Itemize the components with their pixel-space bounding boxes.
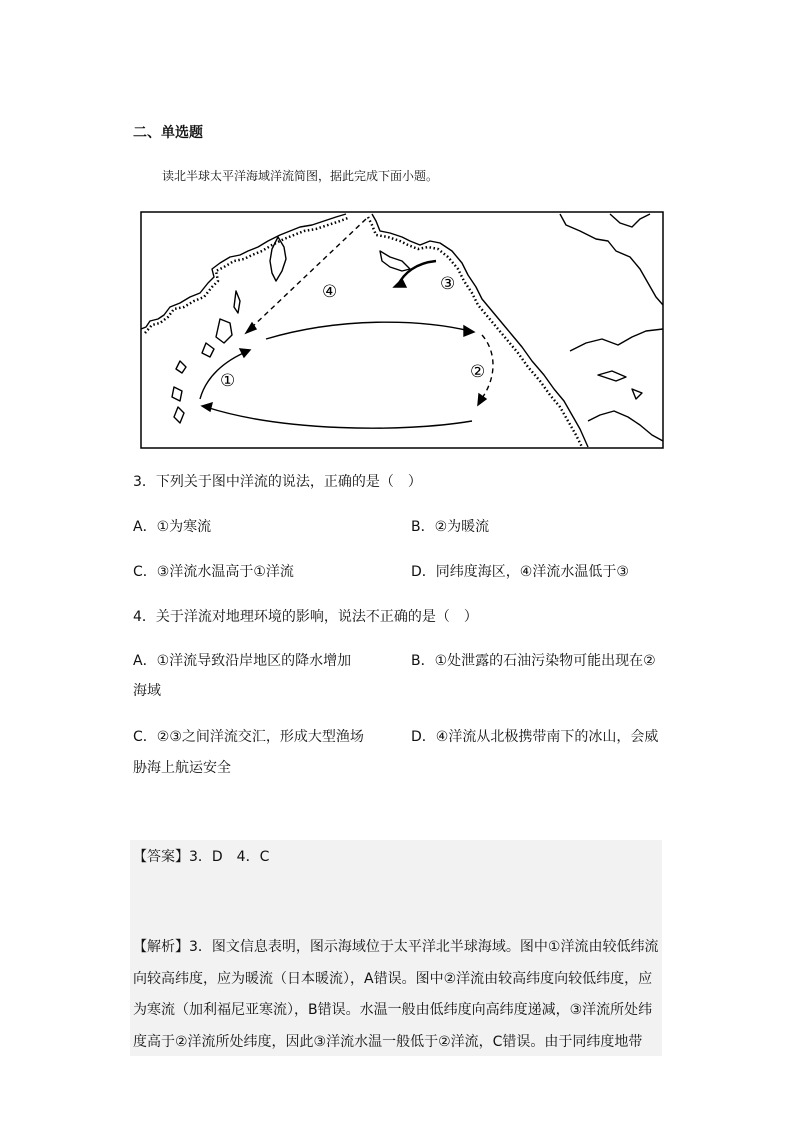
q4-option-b: B．①处泄露的石油污染物可能出现在②	[411, 653, 656, 669]
map-label-4: ④	[322, 282, 338, 302]
answer-label: 【答案】	[133, 849, 189, 865]
map-label-1: ①	[220, 371, 236, 391]
answer-line	[133, 846, 269, 866]
q4-option-a-line2: 海域	[133, 683, 161, 699]
analysis-block	[133, 932, 663, 1058]
q3-option-c: C．③洋流水温高于①洋流	[133, 564, 294, 580]
analysis-line: 【解析】3．图文信息表明，图示海域位于太平洋北半球海域。图中①洋流由较低纬流	[133, 939, 659, 955]
analysis-line: 向较高纬度，应为暖流（日本暖流），A错误。图中②洋流由较高纬度向较低纬度，应	[133, 970, 653, 987]
q3-option-d: D．同纬度海区，④洋流水温低于③	[411, 564, 629, 580]
q3-option-a: A．①为寒流	[133, 519, 212, 535]
question-3-stem: 3．下列关于图中洋流的说法，正确的是（ ）	[133, 474, 422, 490]
map-label-2: ②	[470, 362, 486, 382]
section-title: 二、单选题	[133, 125, 203, 141]
analysis-line: 度高于②洋流所处纬度，因此③洋流水温一般低于②洋流，C错误。由于同纬度地带	[133, 1033, 643, 1050]
ocean-current-map	[140, 211, 664, 449]
q4-option-a-line1: A．①洋流导致沿岸地区的降水增加	[133, 653, 352, 669]
q4-option-d-line1: D．④洋流从北极携带南下的冰山，会威	[411, 729, 659, 745]
answer-text: 3．D 4．C	[189, 849, 270, 865]
q4-option-c: C．②③之间洋流交汇，形成大型渔场	[133, 729, 364, 745]
question-intro: 读北半球太平洋海域洋流简图，据此完成下面小题。	[162, 169, 439, 183]
analysis-line: 为寒流（加利福尼亚寒流），B错误。水温一般由低纬度向高纬度递减，③洋流所处纬	[133, 1002, 653, 1018]
question-4-stem: 4．关于洋流对地理环境的影响，说法不正确的是（ ）	[133, 609, 478, 625]
q3-option-b: B．②为暖流	[411, 519, 490, 535]
map-label-3: ③	[440, 274, 456, 294]
q4-option-d-line2: 胁海上航运安全	[133, 760, 231, 776]
